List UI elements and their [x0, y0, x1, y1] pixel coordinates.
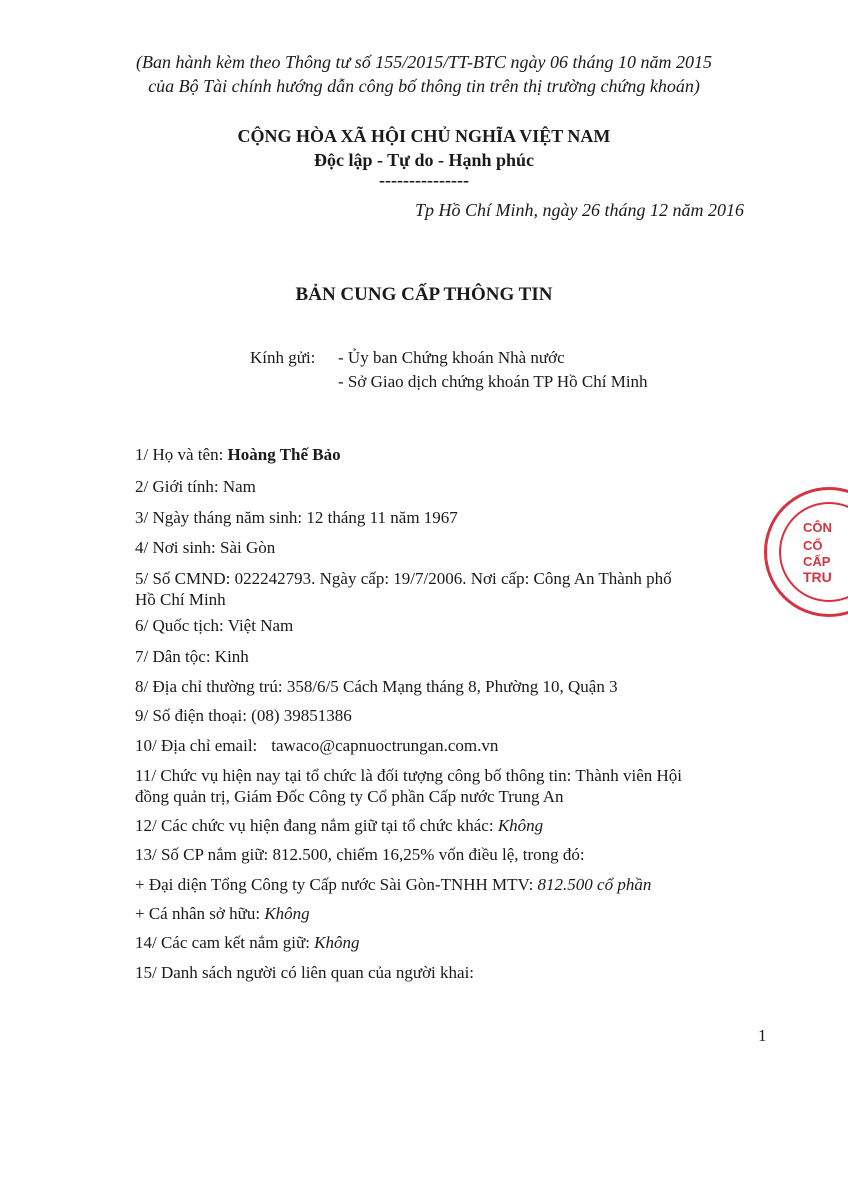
field-position-line2: đồng quản trị, Giám Đốc Công ty Cổ phần Cấp nước Trung An	[135, 787, 564, 806]
field-birth-place: 4/ Nơi sinh: Sài Gòn	[135, 538, 276, 557]
other-positions-value: Không	[497, 816, 544, 835]
field-label: 10/ Địa chỉ email:	[135, 736, 258, 755]
field-id-card-line1: 5/ Số CMND: 022242793. Ngày cấp: 19/7/2006. Nơi cấp: Công An Thành phố	[135, 569, 672, 588]
field-holding-commitments	[135, 933, 360, 953]
country-name: CỘNG HÒA XÃ HỘI CHỦ NGHĨA VIỆT NAM	[237, 126, 611, 146]
field-id-card-line2: Hồ Chí Minh	[135, 590, 226, 609]
document-title: BẢN CUNG CẤP THÔNG TIN	[295, 284, 553, 305]
seal-text: CẤP	[803, 554, 831, 569]
field-label: + Cá nhân sở hữu:	[135, 904, 265, 923]
field-label: 14/ Các cam kết nắm giữ:	[135, 933, 315, 952]
field-birth-date: 3/ Ngày tháng năm sinh: 12 tháng 11 năm 1967	[135, 508, 458, 527]
field-shares-held: 13/ Số CP nắm giữ: 812.500, chiếm 16,25% vốn điều lệ, trong đó:	[135, 845, 585, 864]
field-ethnicity: 7/ Dân tộc: Kinh	[135, 647, 249, 666]
field-label: 1/ Họ và tên:	[135, 445, 228, 464]
field-nationality: 6/ Quốc tịch: Việt Nam	[135, 616, 294, 635]
full-name-value: Hoàng Thế Bảo	[227, 445, 341, 464]
commitments-value: Không	[314, 933, 360, 952]
field-gender: 2/ Giới tính: Nam	[135, 477, 256, 496]
recipient-item: - Ủy ban Chứng khoán Nhà nước	[338, 348, 565, 367]
seal-text: CÔN	[803, 520, 832, 535]
field-other-positions	[135, 816, 543, 836]
national-motto: Độc lập - Tự do - Hạnh phúc	[313, 150, 535, 170]
field-related-persons: 15/ Danh sách người có liên quan của người khai:	[135, 963, 475, 982]
shares-represented-value: 812.500 cổ phần	[537, 875, 652, 894]
email-value: tawaco@capnuoctrungan.com.vn	[271, 736, 499, 755]
shares-personal-value: Không	[264, 904, 310, 923]
header-divider: ---------------	[379, 170, 469, 190]
field-email	[135, 736, 498, 756]
recipient-item: - Sở Giao dịch chứng khoán TP Hồ Chí Minh	[338, 372, 648, 391]
field-label: 12/ Các chức vụ hiện đang nắm giữ tại tổ chức khác:	[135, 816, 498, 835]
field-position-line1: 11/ Chức vụ hiện nay tại tổ chức là đối tượng công bố thông tin: Thành viên Hội	[135, 766, 683, 785]
field-shares-represented	[135, 875, 651, 895]
recipients-label: Kính gửi:	[250, 348, 316, 367]
field-shares-personal	[135, 904, 310, 924]
page-number: 1	[758, 1026, 767, 1045]
field-label: + Đại diện Tổng Công ty Cấp nước Sài Gòn-TNHH MTV:	[135, 875, 538, 894]
place-date: Tp Hồ Chí Minh, ngày 26 tháng 12 năm 2016	[415, 200, 745, 220]
field-full-name	[135, 445, 341, 465]
field-address: 8/ Địa chỉ thường trú: 358/6/5 Cách Mạng tháng 8, Phường 10, Quận 3	[135, 677, 618, 696]
seal-text: TRU	[803, 569, 832, 585]
field-phone: 9/ Số điện thoại: (08) 39851386	[135, 706, 352, 725]
seal-text: CỔ	[803, 538, 823, 553]
company-seal-stamp	[764, 487, 848, 617]
legal-note-line1: (Ban hành kèm theo Thông tư số 155/2015/TT-BTC ngày 06 tháng 10 năm 2015	[136, 52, 712, 72]
legal-note-line2: của Bộ Tài chính hướng dẫn công bố thông tin trên thị trường chứng khoán)	[148, 76, 700, 96]
